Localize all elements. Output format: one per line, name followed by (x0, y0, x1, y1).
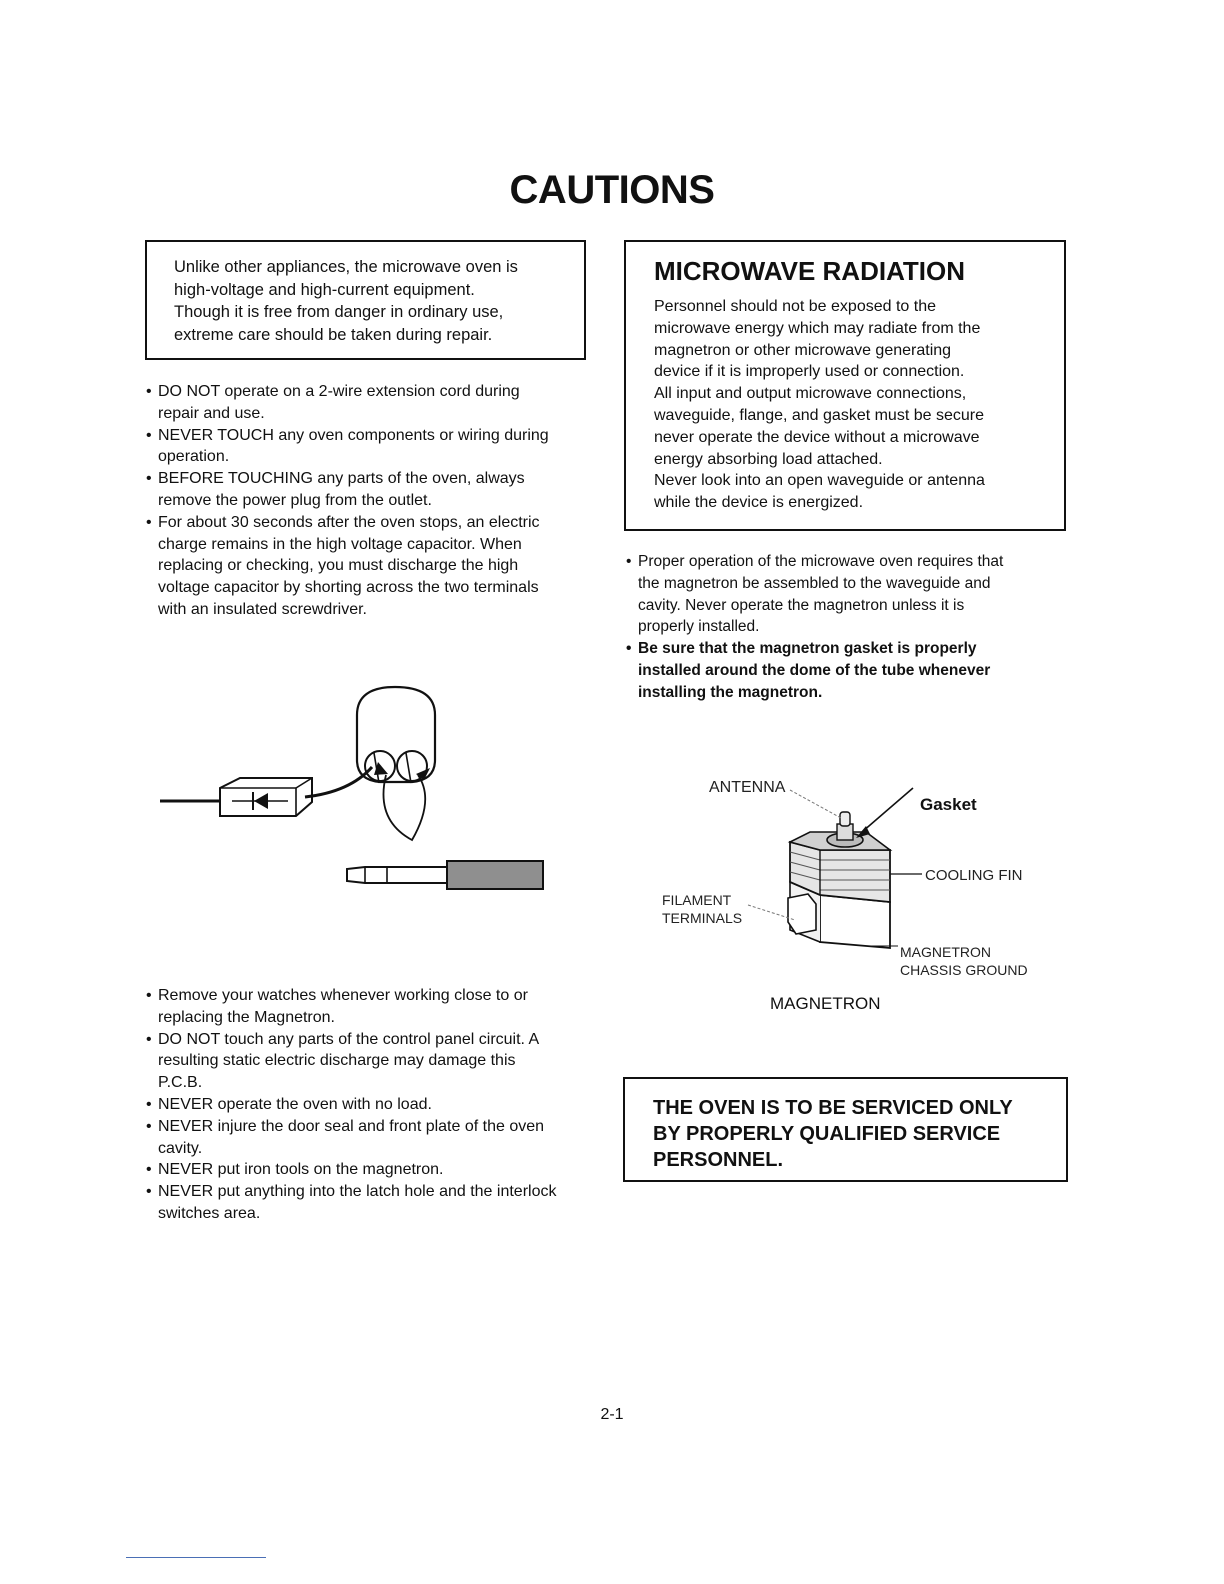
right-bullets (626, 551, 1003, 704)
bullet-text: BEFORE TOUCHING any parts of the oven, always (158, 470, 525, 488)
bullet-item (146, 1159, 556, 1181)
intro-warning-box (145, 240, 586, 360)
bullet-text: replacing or checking, you must discharge the high (158, 557, 519, 575)
bullet-text: voltage capacitor by shorting across the two terminals (158, 579, 539, 597)
bullet-dot: • (146, 1183, 152, 1201)
bullet-item (146, 381, 549, 425)
capacitor-discharge-illustration (150, 680, 560, 900)
bullet-item-bold (626, 638, 1003, 703)
magnetron-caption: MAGNETRON (770, 994, 881, 1013)
bullet-item (146, 1181, 556, 1225)
left-bullets-bottom (146, 985, 556, 1225)
bullet-text: installing the magnetron. (638, 683, 823, 701)
bullet-dot: • (146, 470, 152, 488)
gasket-label: Gasket (920, 795, 977, 814)
bullet-text: repair and use. (158, 404, 265, 422)
bullet-text: Be sure that the magnetron gasket is properly (638, 640, 977, 658)
terminals-label: TERMINALS (662, 910, 743, 926)
bullet-item (146, 1094, 556, 1116)
microwave-radiation-box (624, 240, 1066, 531)
bullet-dot: • (146, 426, 152, 444)
magnetron-chassis (820, 895, 890, 948)
bullet-text: with an insulated screwdriver. (158, 600, 367, 618)
bullet-text: properly installed. (638, 618, 760, 636)
bullet-item (146, 1029, 556, 1094)
intro-line: extreme care should be taken during repair. (174, 325, 493, 344)
screwdriver-handle (447, 861, 543, 889)
bullet-dot: • (146, 1161, 152, 1179)
radiation-line: microwave energy which may radiate from the (654, 319, 981, 337)
bullet-dot: • (146, 1117, 152, 1135)
left-bullets-top (146, 381, 549, 621)
bullet-text: For about 30 seconds after the oven stops, an electric (158, 513, 540, 531)
service-line: PERSONNEL. (653, 1149, 784, 1171)
bullet-text: Proper operation of the microwave oven requires that (638, 553, 1004, 570)
bullet-text: Remove your watches whenever working close to or (158, 987, 528, 1004)
screwdriver-shaft (347, 867, 447, 883)
bullet-text: NEVER operate the oven with no load. (158, 1095, 432, 1113)
bullet-item (146, 468, 549, 512)
intro-line: Though it is free from danger in ordinary use, (174, 303, 504, 321)
bullet-item (146, 985, 556, 1029)
service-notice-box (623, 1077, 1068, 1182)
bullet-text: installed around the dome of the tube whenever (638, 661, 991, 679)
page-number: 2-1 (600, 1406, 624, 1423)
page-title: CAUTIONS (509, 168, 715, 212)
bullet-text: DO NOT operate on a 2-wire extension cord during (158, 383, 520, 400)
bullet-item (146, 1116, 556, 1160)
bullet-dot: • (626, 640, 632, 658)
bullet-text: resulting static electric discharge may damage this (158, 1052, 516, 1070)
bullet-text: the magnetron be assembled to the waveguide and (638, 574, 991, 592)
radiation-line: magnetron or other microwave generating (654, 341, 952, 359)
cooling-fin-label: COOLING FIN (925, 867, 1023, 884)
bullet-dot: • (146, 513, 152, 531)
bullet-item (146, 425, 549, 469)
radiation-line: Personnel should not be exposed to the (654, 298, 936, 315)
radiation-line: energy absorbing load attached. (654, 450, 883, 468)
magnetron-illustration (640, 770, 1040, 990)
bullet-text: switches area. (158, 1204, 261, 1222)
bullet-text: NEVER injure the door seal and front plate of the oven (158, 1117, 545, 1135)
bullet-dot: • (146, 383, 152, 400)
bullet-text: cavity. Never operate the magnetron unless it is (638, 596, 965, 614)
bullet-text: NEVER put anything into the latch hole and the interlock (158, 1183, 557, 1201)
service-line: THE OVEN IS TO BE SERVICED ONLY (653, 1097, 1013, 1119)
bullet-text: NEVER TOUCH any oven components or wiring during (158, 426, 549, 444)
bullet-dot: • (146, 1030, 152, 1048)
service-line: BY PROPERLY QUALIFIED SERVICE (653, 1123, 1001, 1145)
bullet-item (626, 551, 1003, 638)
bullet-text: remove the power plug from the outlet. (158, 491, 432, 509)
radiation-line: while the device is energized. (654, 494, 864, 512)
bullet-text: cavity. (158, 1139, 203, 1157)
bullet-text: operation. (158, 448, 230, 466)
magnetron-ground-label: MAGNETRON (900, 944, 991, 960)
filament-terminal-box (788, 894, 816, 934)
filament-label: FILAMENT (662, 892, 732, 908)
bullet-text: P.C.B. (158, 1074, 203, 1092)
bullet-text: charge remains in the high voltage capacitor. When (158, 535, 522, 553)
bullet-text: DO NOT touch any parts of the control panel circuit. A (158, 1030, 540, 1048)
radiation-line: All input and output microwave connections, (654, 385, 967, 403)
shorting-loop (383, 775, 425, 840)
antenna-label: ANTENNA (709, 779, 786, 796)
bullet-dot: • (146, 987, 152, 1004)
bullet-item (146, 512, 549, 621)
footer-rule (126, 1557, 266, 1558)
bullet-dot: • (626, 553, 632, 570)
antenna-tip (840, 812, 850, 826)
radiation-line: Never look into an open waveguide or antenna (654, 472, 985, 490)
radiation-line: never operate the device without a microwave (654, 428, 980, 446)
chassis-ground-label: CHASSIS GROUND (900, 962, 1028, 978)
radiation-heading: MICROWAVE RADIATION (654, 256, 966, 286)
bullet-dot: • (146, 1095, 152, 1113)
intro-line: Unlike other appliances, the microwave oven is (174, 258, 518, 276)
radiation-line: device if it is improperly used or connection. (654, 363, 965, 381)
intro-line: high-voltage and high-current equipment. (174, 280, 475, 299)
radiation-line: waveguide, flange, and gasket must be secure (654, 406, 984, 424)
bullet-text: replacing the Magnetron. (158, 1008, 335, 1026)
bullet-text: NEVER put iron tools on the magnetron. (158, 1161, 444, 1179)
